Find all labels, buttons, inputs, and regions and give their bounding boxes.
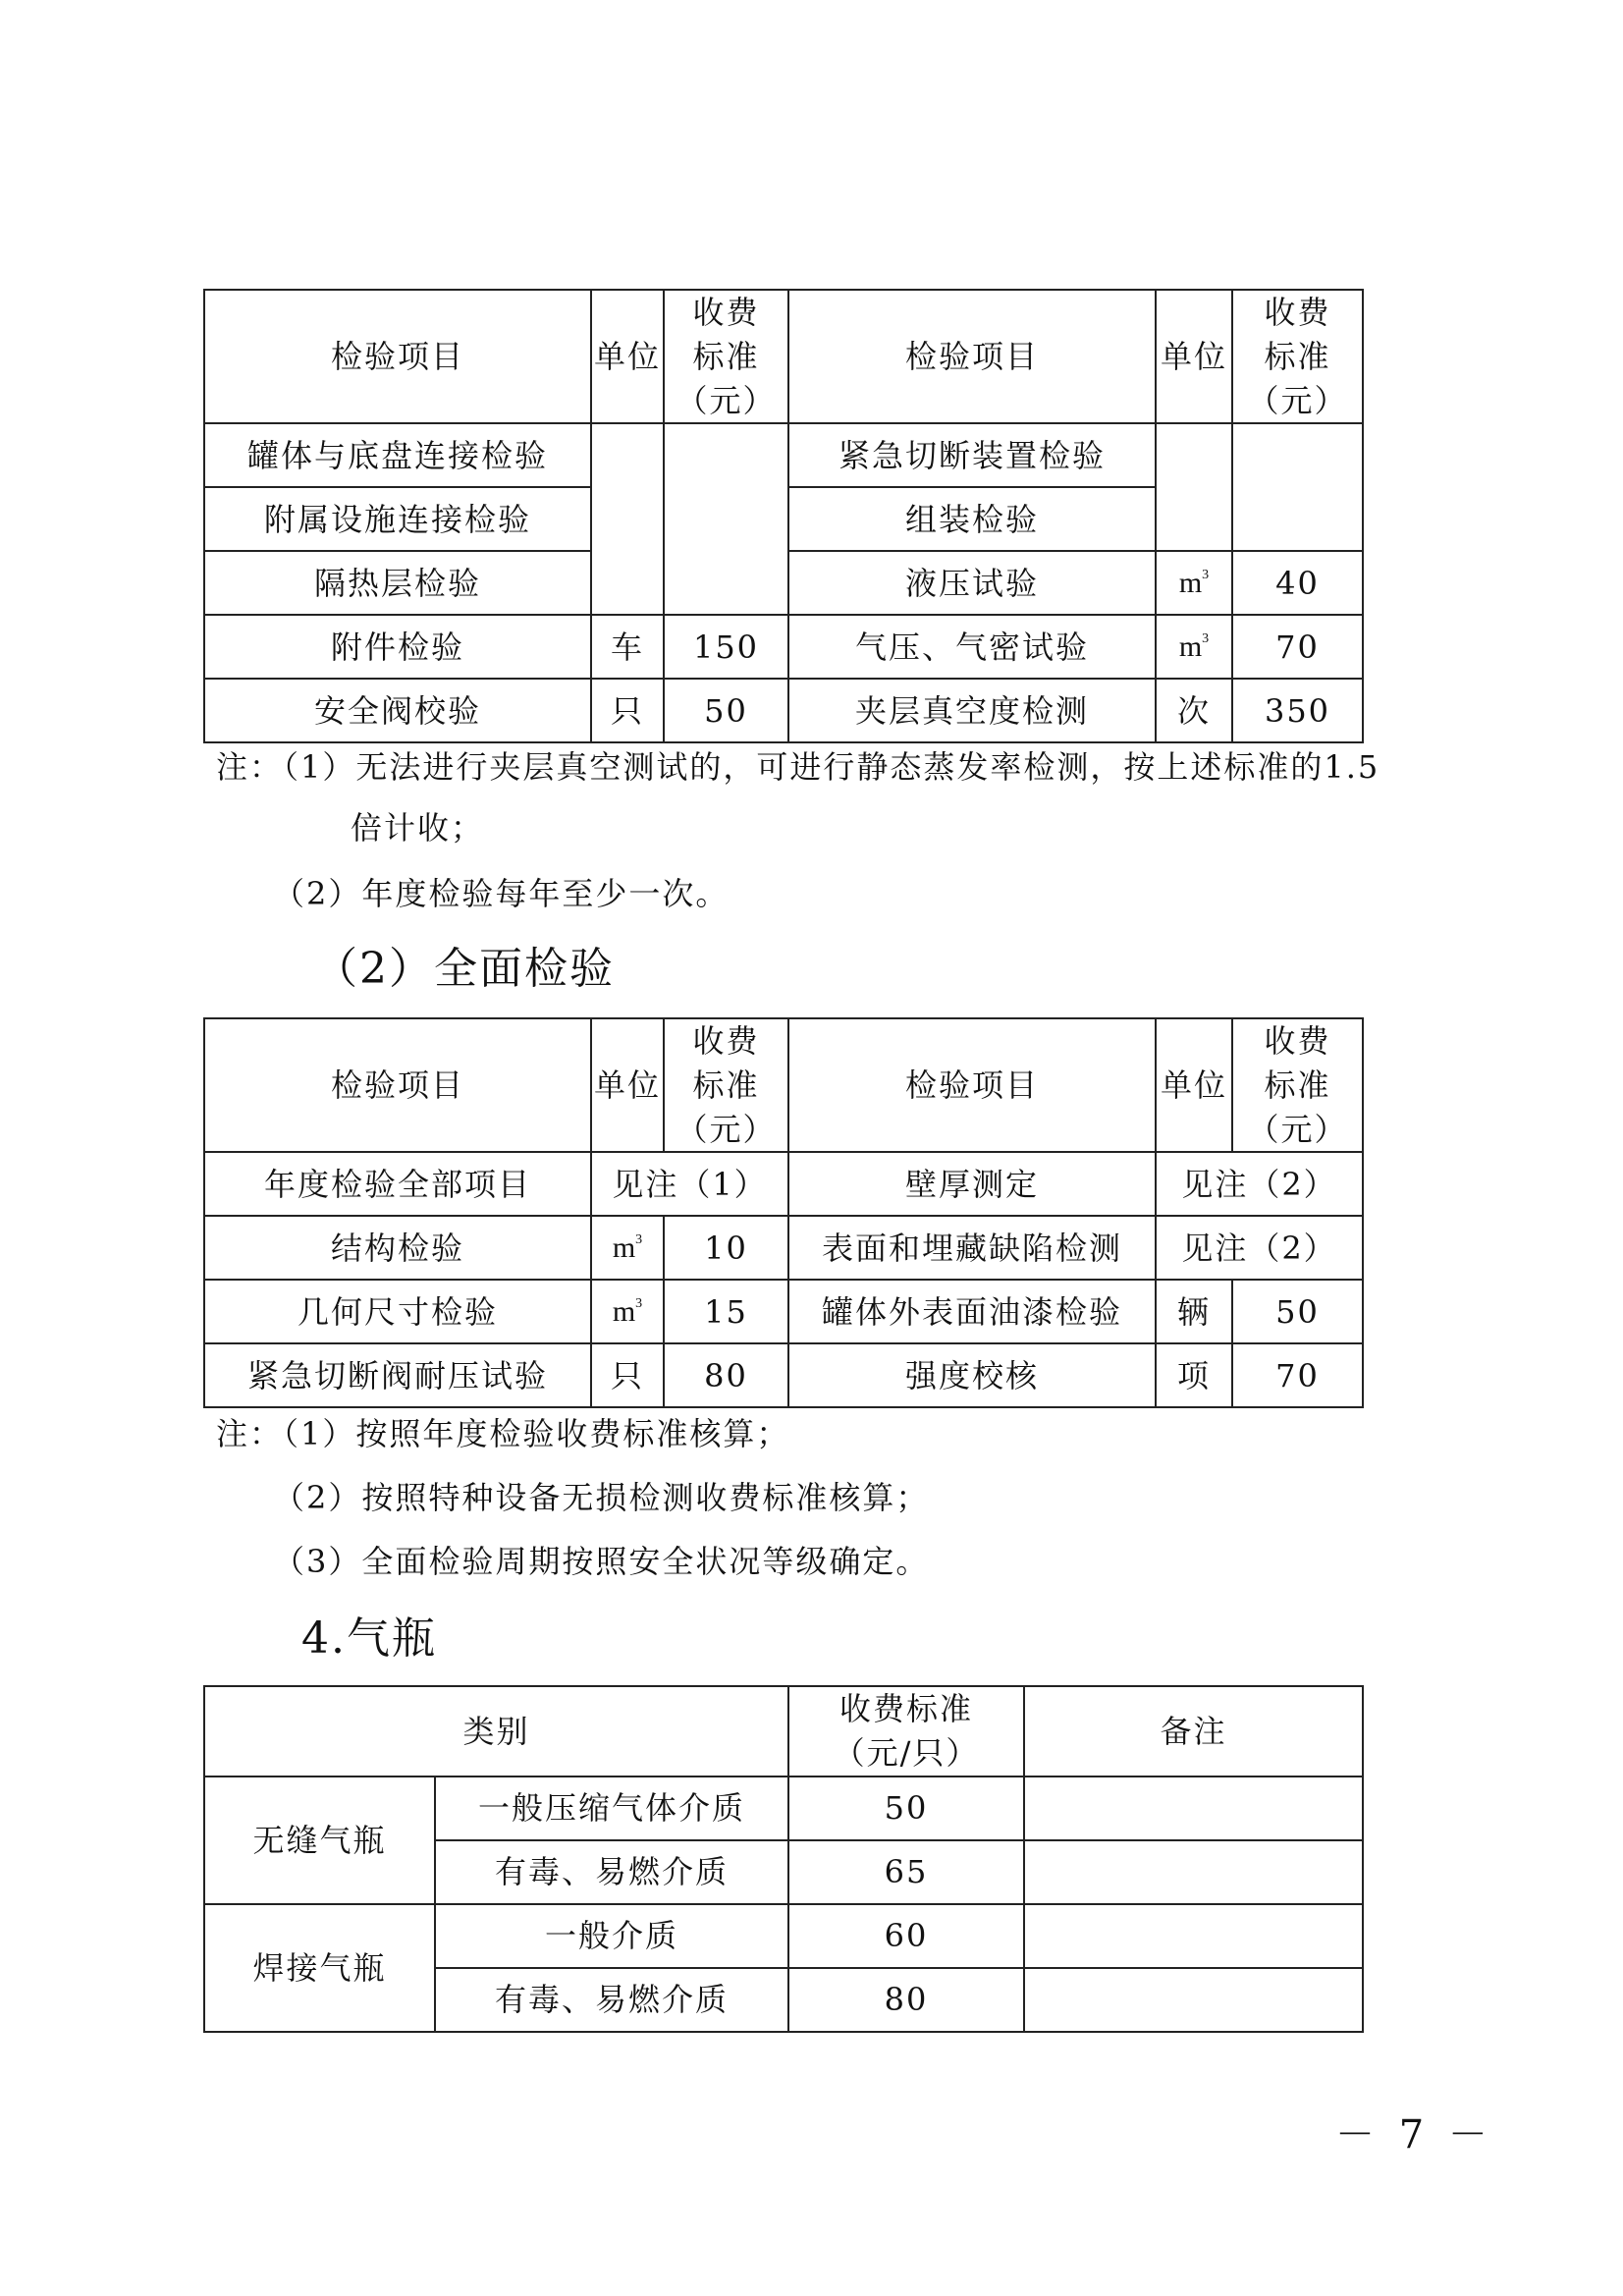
fee-cell: 65 xyxy=(788,1840,1024,1904)
item-cell: 罐体与底盘连接检验 xyxy=(204,423,591,487)
item-cell: 液压试验 xyxy=(788,551,1156,615)
fee-cell: 80 xyxy=(788,1968,1024,2032)
header-fee: 收费 标准 （元） xyxy=(1232,1018,1363,1152)
item-cell: 年度检验全部项目 xyxy=(204,1152,591,1216)
unit-cell: 项 xyxy=(1156,1343,1232,1407)
table-row xyxy=(204,423,1363,487)
item-cell: 气压、气密试验 xyxy=(788,615,1156,679)
header-remark: 备注 xyxy=(1024,1686,1363,1777)
header-item: 检验项目 xyxy=(204,290,591,423)
table-row xyxy=(204,1343,1363,1407)
unit-fee-cell: 见注（1） xyxy=(591,1152,788,1216)
note-line: 注：（1）无法进行夹层真空测试的，可进行静态蒸发率检测，按上述标准的1.5 xyxy=(216,748,1380,786)
cylinder-group-cell: 焊接气瓶 xyxy=(204,1904,435,2032)
header-unit: 单位 xyxy=(591,1018,664,1152)
table-header-row xyxy=(204,1018,1363,1152)
note-line: 倍计收； xyxy=(351,809,485,847)
medium-cell: 有毒、易燃介质 xyxy=(435,1968,788,2032)
table-row xyxy=(204,679,1363,742)
table-row xyxy=(204,615,1363,679)
unit-cell: $m^3$ xyxy=(591,1280,664,1343)
unit-cell: $m^3$ xyxy=(1156,615,1232,679)
fee-cell: 40 xyxy=(1232,551,1363,615)
section-heading: 4.气瓶 xyxy=(301,1613,437,1664)
unit-cell: 只 xyxy=(591,1343,664,1407)
medium-cell: 一般介质 xyxy=(435,1904,788,1968)
unit-cell: $m^3$ xyxy=(1156,551,1232,615)
item-cell: 附件检验 xyxy=(204,615,591,679)
table-row xyxy=(204,1904,1363,1968)
header-item: 检验项目 xyxy=(788,290,1156,423)
item-cell: 紧急切断阀耐压试验 xyxy=(204,1343,591,1407)
fee-cell: 150 xyxy=(664,615,788,679)
item-cell: 结构检验 xyxy=(204,1216,591,1280)
fee-cell-empty xyxy=(664,423,788,615)
note-line: 注：（1）按照年度检验收费标准核算； xyxy=(216,1415,790,1452)
full-inspection-fee-table xyxy=(203,1017,1364,1408)
fee-cell-empty xyxy=(1232,423,1363,551)
item-cell: 几何尺寸检验 xyxy=(204,1280,591,1343)
header-fee: 收费 标准 （元） xyxy=(664,1018,788,1152)
unit-fee-cell: 见注（2） xyxy=(1156,1216,1363,1280)
cylinder-group-cell: 无缝气瓶 xyxy=(204,1777,435,1904)
fee-cell: 50 xyxy=(788,1777,1024,1840)
annual-inspection-fee-table xyxy=(203,289,1364,743)
item-cell: 组装检验 xyxy=(788,487,1156,551)
header-fee: 收费 标准 （元） xyxy=(1232,290,1363,423)
note-line: （2）年度检验每年至少一次。 xyxy=(273,875,730,912)
item-cell: 表面和埋藏缺陷检测 xyxy=(788,1216,1156,1280)
remark-cell xyxy=(1024,1840,1363,1904)
unit-cell: 辆 xyxy=(1156,1280,1232,1343)
remark-cell xyxy=(1024,1968,1363,2032)
fee-cell: 80 xyxy=(664,1343,788,1407)
medium-cell: 有毒、易燃介质 xyxy=(435,1840,788,1904)
remark-cell xyxy=(1024,1777,1363,1840)
fee-cell: 15 xyxy=(664,1280,788,1343)
header-unit: 单位 xyxy=(1156,290,1232,423)
fee-cell: 350 xyxy=(1232,679,1363,742)
page-number: － 7 － xyxy=(1335,2112,1493,2158)
fee-cell: 10 xyxy=(664,1216,788,1280)
item-cell: 夹层真空度检测 xyxy=(788,679,1156,742)
unit-cell: $m^3$ xyxy=(591,1216,664,1280)
item-cell: 强度校核 xyxy=(788,1343,1156,1407)
unit-cell: 次 xyxy=(1156,679,1232,742)
item-cell: 安全阀校验 xyxy=(204,679,591,742)
header-item: 检验项目 xyxy=(788,1018,1156,1152)
fee-cell: 50 xyxy=(664,679,788,742)
header-fee: 收费标准 （元/只） xyxy=(788,1686,1024,1777)
item-cell: 附属设施连接检验 xyxy=(204,487,591,551)
item-cell: 隔热层检验 xyxy=(204,551,591,615)
medium-cell: 一般压缩气体介质 xyxy=(435,1777,788,1840)
fee-cell: 70 xyxy=(1232,615,1363,679)
header-category: 类别 xyxy=(204,1686,788,1777)
table-row xyxy=(204,1216,1363,1280)
item-cell: 罐体外表面油漆检验 xyxy=(788,1280,1156,1343)
item-cell: 壁厚测定 xyxy=(788,1152,1156,1216)
header-unit: 单位 xyxy=(1156,1018,1232,1152)
fee-cell: 60 xyxy=(788,1904,1024,1968)
table-row xyxy=(204,1777,1363,1840)
table-header-row xyxy=(204,1686,1363,1777)
fee-cell: 50 xyxy=(1232,1280,1363,1343)
unit-cell-empty xyxy=(591,423,664,615)
unit-fee-cell: 见注（2） xyxy=(1156,1152,1363,1216)
unit-cell-empty xyxy=(1156,423,1232,551)
section-heading: （2）全面检验 xyxy=(314,944,615,994)
header-unit: 单位 xyxy=(591,290,664,423)
fee-cell: 70 xyxy=(1232,1343,1363,1407)
item-cell: 紧急切断装置检验 xyxy=(788,423,1156,487)
table-row xyxy=(204,1280,1363,1343)
unit-cell: 只 xyxy=(591,679,664,742)
header-item: 检验项目 xyxy=(204,1018,591,1152)
header-fee: 收费 标准 （元） xyxy=(664,290,788,423)
remark-cell xyxy=(1024,1904,1363,1968)
table-row xyxy=(204,1152,1363,1216)
unit-cell: 车 xyxy=(591,615,664,679)
gas-cylinder-fee-table xyxy=(203,1685,1364,2033)
table-header-row xyxy=(204,290,1363,423)
note-line: （3）全面检验周期按照安全状况等级确定。 xyxy=(273,1543,930,1580)
note-line: （2）按照特种设备无损检测收费标准核算； xyxy=(273,1479,930,1516)
